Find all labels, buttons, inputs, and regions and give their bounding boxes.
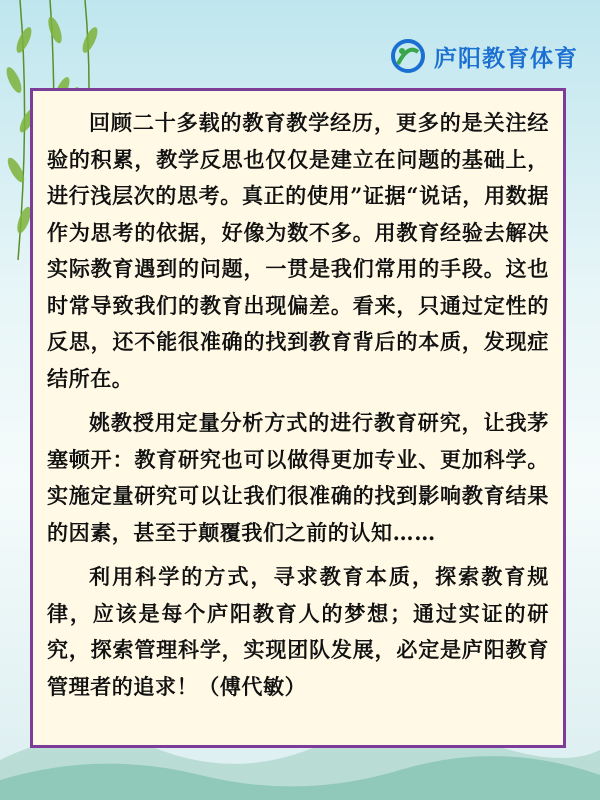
article-paragraph-2: 姚教授用定量分析方式的进行教育研究，让我茅塞顿开：教育研究也可以做得更加专业、更加科学。实施定量研究可以让我们很准确的找到影响教育结果的因素，甚至于颠覆我们之前的认知…… <box>47 410 549 545</box>
logo-text: 庐阳教育体育 <box>434 45 578 72</box>
article-paragraph-3: 利用科学的方式，寻求教育本质，探索教育规律，应该是每个庐阳教育人的梦想；通过实证的研究，探索管理科学，实现团队发展，必定是庐阳教育管理者的追求！（傅代敏） <box>47 564 549 699</box>
article-card <box>30 88 566 748</box>
header-logo <box>388 38 578 74</box>
article-paragraph-1: 回顾二十多载的教育教学经历，更多的是关注经验的积累，教学反思也仅仅是建立在问题的基础上，进行浅层次的思考。真正的使用”证据“说话，用数据作为思考的依据，好像为数不多。用教育经验去解决实际教育遇到的问题，一贯是我们常用的手段。这也时常导致我们的教育出现偏差。看来，只通过定性的反思，还不能很准确的找到教育背后的本质，发现症结所在。 <box>47 110 549 391</box>
luyang-education-logo-icon <box>388 38 428 74</box>
